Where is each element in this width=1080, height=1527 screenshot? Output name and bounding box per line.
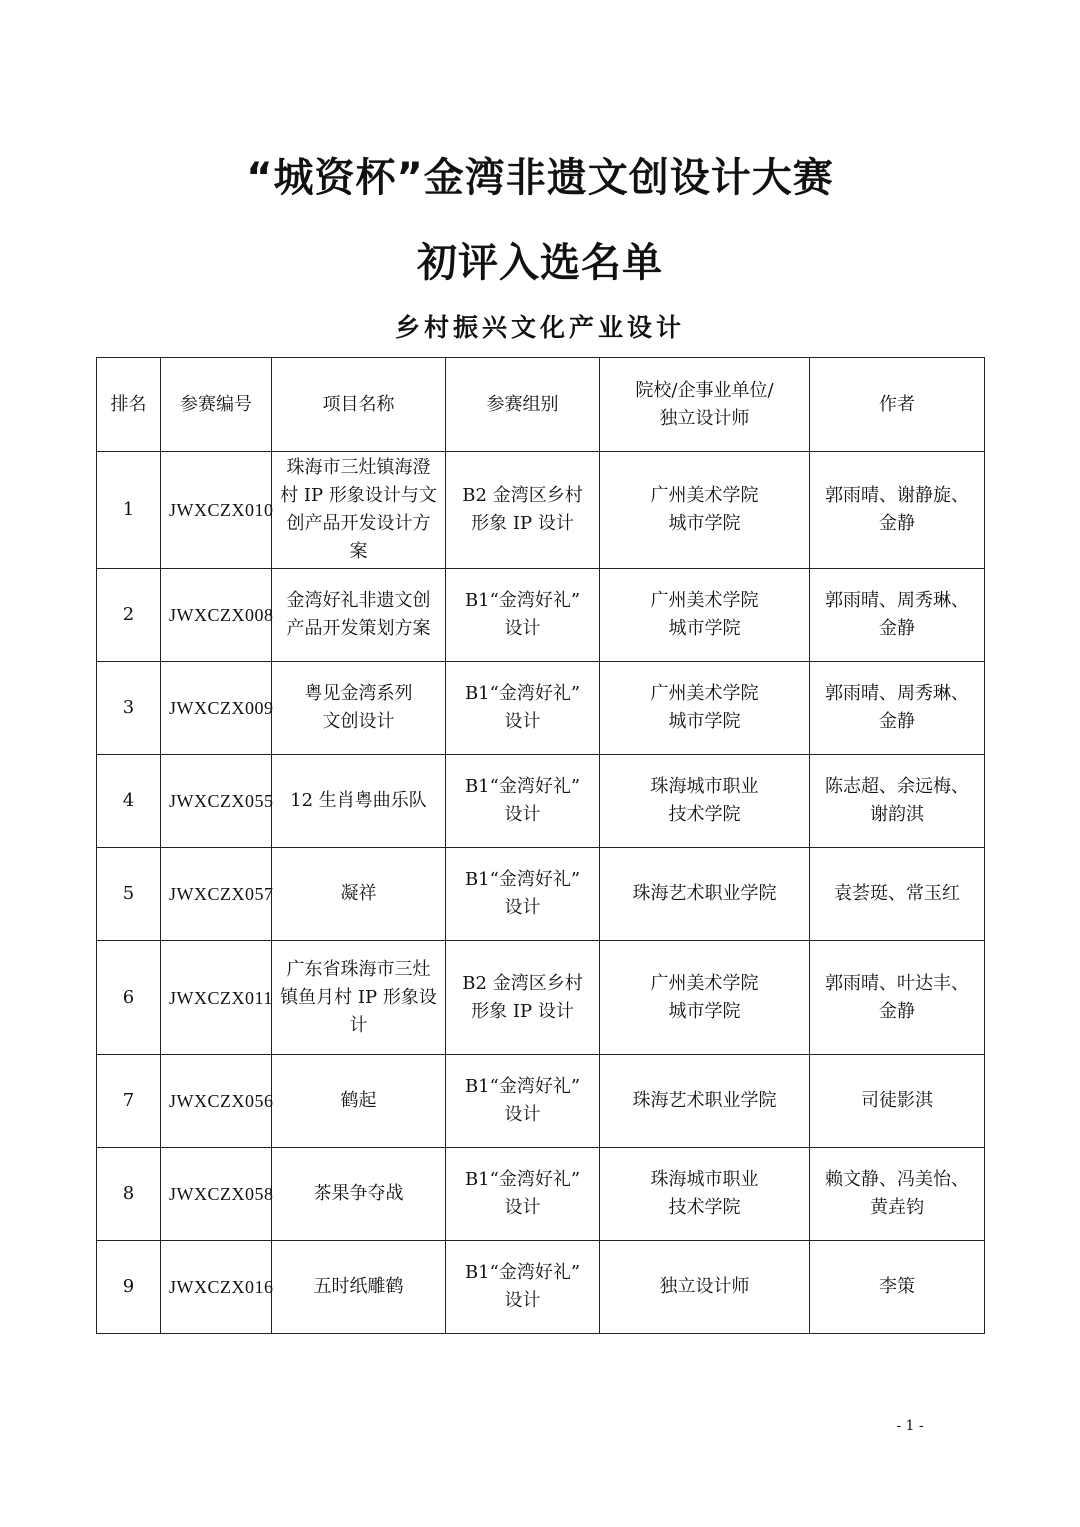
cell-id: JWXCZX056 <box>161 1055 272 1148</box>
cell-group: B1“金湾好礼” 设计 <box>446 848 600 941</box>
table-row <box>97 452 985 569</box>
results-table <box>96 357 985 1334</box>
cell-author: 李策 <box>810 1241 985 1334</box>
cell-author: 郭雨晴、谢静旋、 金静 <box>810 452 985 569</box>
document-title: “城资杯”金湾非遗文创设计大赛 <box>246 155 834 201</box>
cell-org: 广州美术学院 城市学院 <box>600 662 810 755</box>
cell-author: 陈志超、余远梅、 谢韵淇 <box>810 755 985 848</box>
cell-author: 司徒影淇 <box>810 1055 985 1148</box>
cell-id: JWXCZX009 <box>161 662 272 755</box>
cell-org: 广州美术学院 城市学院 <box>600 941 810 1055</box>
table-row <box>97 1241 985 1334</box>
document-subtitle-heading: 初评入选名单 <box>417 240 663 286</box>
cell-id: JWXCZX055 <box>161 755 272 848</box>
cell-author: 郭雨晴、叶达丰、 金静 <box>810 941 985 1055</box>
cell-rank: 1 <box>97 452 161 569</box>
cell-group: B2 金湾区乡村形象 IP 设计 <box>446 941 600 1055</box>
cell-group: B2 金湾区乡村形象 IP 设计 <box>446 452 600 569</box>
cell-rank: 4 <box>97 755 161 848</box>
table-row <box>97 569 985 662</box>
header-author: 作者 <box>810 358 985 452</box>
cell-org: 广州美术学院 城市学院 <box>600 452 810 569</box>
cell-group: B1“金湾好礼” 设计 <box>446 1055 600 1148</box>
cell-id: JWXCZX057 <box>161 848 272 941</box>
cell-org: 珠海城市职业 技术学院 <box>600 755 810 848</box>
cell-rank: 7 <box>97 1055 161 1148</box>
cell-rank: 6 <box>97 941 161 1055</box>
header-id: 参赛编号 <box>161 358 272 452</box>
table-row <box>97 755 985 848</box>
cell-author: 袁荟珽、常玉红 <box>810 848 985 941</box>
cell-project: 广东省珠海市三灶镇鱼月村 IP 形象设计 <box>272 941 446 1055</box>
cell-group: B1“金湾好礼” 设计 <box>446 662 600 755</box>
cell-project: 粤见金湾系列 文创设计 <box>272 662 446 755</box>
cell-org: 独立设计师 <box>600 1241 810 1334</box>
table-row <box>97 941 985 1055</box>
cell-project: 五时纸雕鹤 <box>272 1241 446 1334</box>
table-row <box>97 662 985 755</box>
header-org: 院校/企事业单位/ 独立设计师 <box>600 358 810 452</box>
cell-group: B1“金湾好礼” 设计 <box>446 755 600 848</box>
cell-rank: 5 <box>97 848 161 941</box>
cell-group: B1“金湾好礼” 设计 <box>446 1148 600 1241</box>
cell-id: JWXCZX058 <box>161 1148 272 1241</box>
category-heading: 乡村振兴文化产业设计 <box>394 313 685 342</box>
cell-rank: 8 <box>97 1148 161 1241</box>
cell-project: 凝祥 <box>272 848 446 941</box>
cell-author: 郭雨晴、周秀琳、 金静 <box>810 569 985 662</box>
cell-org: 珠海艺术职业学院 <box>600 848 810 941</box>
table-row <box>97 1148 985 1241</box>
cell-group: B1“金湾好礼” 设计 <box>446 569 600 662</box>
cell-author: 赖文静、冯美怡、 黄垚钧 <box>810 1148 985 1241</box>
cell-id: JWXCZX010 <box>161 452 272 569</box>
cell-author: 郭雨晴、周秀琳、 金静 <box>810 662 985 755</box>
cell-id: JWXCZX008 <box>161 569 272 662</box>
cell-org: 珠海城市职业 技术学院 <box>600 1148 810 1241</box>
cell-rank: 3 <box>97 662 161 755</box>
table-row <box>97 1055 985 1148</box>
table-header-row <box>97 358 985 452</box>
page-number: - 1 - <box>896 1418 924 1434</box>
cell-project: 珠海市三灶镇海澄村 IP 形象设计与文创产品开发设计方案 <box>272 452 446 569</box>
cell-org: 广州美术学院 城市学院 <box>600 569 810 662</box>
cell-project: 金湾好礼非遗文创产品开发策划方案 <box>272 569 446 662</box>
table-row <box>97 848 985 941</box>
header-group: 参赛组别 <box>446 358 600 452</box>
cell-org: 珠海艺术职业学院 <box>600 1055 810 1148</box>
cell-group: B1“金湾好礼” 设计 <box>446 1241 600 1334</box>
cell-project: 茶果争夺战 <box>272 1148 446 1241</box>
cell-project: 12 生肖粤曲乐队 <box>272 755 446 848</box>
cell-rank: 9 <box>97 1241 161 1334</box>
header-project: 项目名称 <box>272 358 446 452</box>
cell-project: 鹤起 <box>272 1055 446 1148</box>
cell-id: JWXCZX011 <box>161 941 272 1055</box>
cell-id: JWXCZX016 <box>161 1241 272 1334</box>
header-rank: 排名 <box>97 358 161 452</box>
cell-rank: 2 <box>97 569 161 662</box>
